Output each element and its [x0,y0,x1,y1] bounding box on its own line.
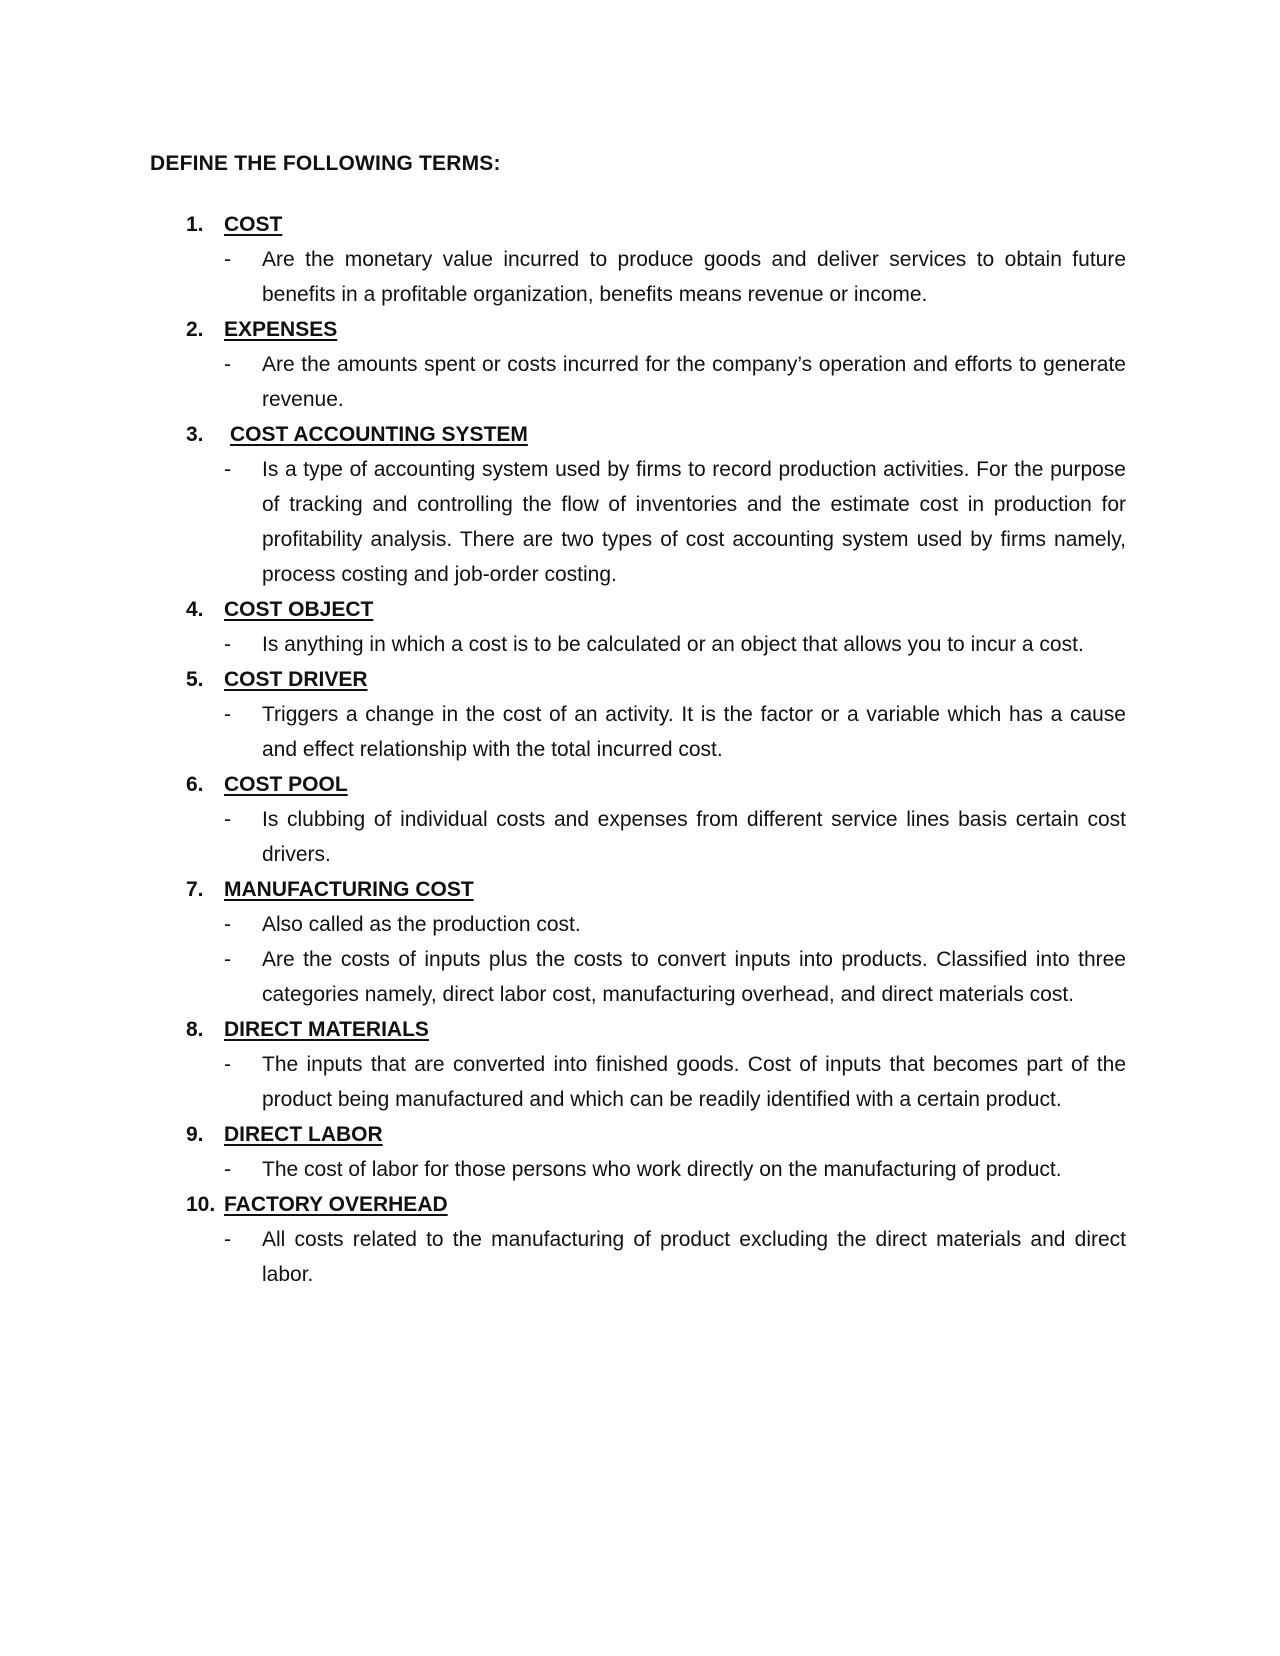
term-header [0,872,1280,907]
term-number: 4. [186,598,204,621]
term-number: 2. [186,318,204,341]
bullet-dash: - [224,913,231,936]
term-title: DIRECT LABOR [224,1123,383,1146]
term-title: COST ACCOUNTING SYSTEM [230,423,528,446]
term-title: COST [224,213,283,236]
term-item [0,662,1280,767]
term-item [0,592,1280,662]
term-header [0,312,1280,347]
definition-text: Are the costs of inputs plus the costs to convert inputs into products. Classified into three categories namely, direct labor cost, manufacturing overhead, and direct materials cost. [262,948,1126,1006]
term-number: 1. [186,213,204,236]
definition [0,452,1280,592]
term-header [0,207,1280,242]
term-header [0,1012,1280,1047]
bullet-dash: - [224,948,231,971]
term-title: COST POOL [224,773,348,796]
term-item [0,312,1280,417]
term-header [0,767,1280,802]
term-item [0,417,1280,592]
bullet-dash: - [224,248,231,271]
term-item [0,767,1280,872]
term-header [0,1117,1280,1152]
term-number: 7. [186,878,204,901]
term-item [0,1012,1280,1117]
bullet-dash: - [224,1158,231,1181]
term-title: FACTORY OVERHEAD [224,1193,448,1216]
bullet-dash: - [224,1228,231,1251]
definition-text: The cost of labor for those persons who work directly on the manufacturing of product. [262,1158,1062,1181]
term-item [0,1117,1280,1187]
term-number: 9. [186,1123,204,1146]
definition-text: Is anything in which a cost is to be calculated or an object that allows you to incur a cost. [262,633,1084,656]
definition [0,802,1280,872]
definition-text: Also called as the production cost. [262,913,581,936]
definition [0,1222,1280,1292]
definition [0,347,1280,417]
term-number: 6. [186,773,204,796]
bullet-dash: - [224,808,231,831]
term-item [0,872,1280,1012]
definition-text: Triggers a change in the cost of an activity. It is the factor or a variable which has a cause and effect relationship with the total incurred cost. [262,703,1126,761]
term-number: 8. [186,1018,204,1041]
definition [0,942,1280,1012]
definition [0,697,1280,767]
terms-list [0,207,1280,1292]
term-title: DIRECT MATERIALS [224,1018,429,1041]
term-header [0,662,1280,697]
definition [0,242,1280,312]
term-item [0,1187,1280,1292]
definition [0,627,1280,662]
term-title: EXPENSES [224,318,338,341]
definition [0,1047,1280,1117]
bullet-dash: - [224,458,231,481]
definition-text: Is a type of accounting system used by firms to record production activities. For the purpose of tracking and controlling the flow of inventories and the estimate cost in production for profitability analysis. There are two types of cost accounting system used by firms namely, process costing and job-order costing. [262,458,1126,586]
term-header [0,1187,1280,1222]
bullet-dash: - [224,703,231,726]
term-number: 10. [186,1193,216,1216]
definition-text: All costs related to the manufacturing of product excluding the direct materials and direct labor. [262,1228,1126,1286]
definition [0,1152,1280,1187]
definition-text: Are the monetary value incurred to produce goods and deliver services to obtain future benefits in a profitable organization, benefits means revenue or income. [262,248,1126,306]
term-title: COST OBJECT [224,598,374,621]
term-item [0,207,1280,312]
term-number: 5. [186,668,204,691]
definition [0,907,1280,942]
term-header [0,417,1280,452]
definition-text: Are the amounts spent or costs incurred for the company’s operation and efforts to generate revenue. [262,353,1126,411]
term-number: 3. [186,423,204,446]
bullet-dash: - [224,353,231,376]
term-header [0,592,1280,627]
term-title: COST DRIVER [224,668,368,691]
bullet-dash: - [224,633,231,656]
bullet-dash: - [224,1053,231,1076]
definition-text: Is clubbing of individual costs and expenses from different service lines basis certain cost drivers. [262,808,1126,866]
term-title: MANUFACTURING COST [224,878,474,901]
document-heading: DEFINE THE FOLLOWING TERMS: [150,152,501,175]
definition-text: The inputs that are converted into finished goods. Cost of inputs that becomes part of the product being manufactured and which can be readily identified with a certain product. [262,1053,1126,1111]
